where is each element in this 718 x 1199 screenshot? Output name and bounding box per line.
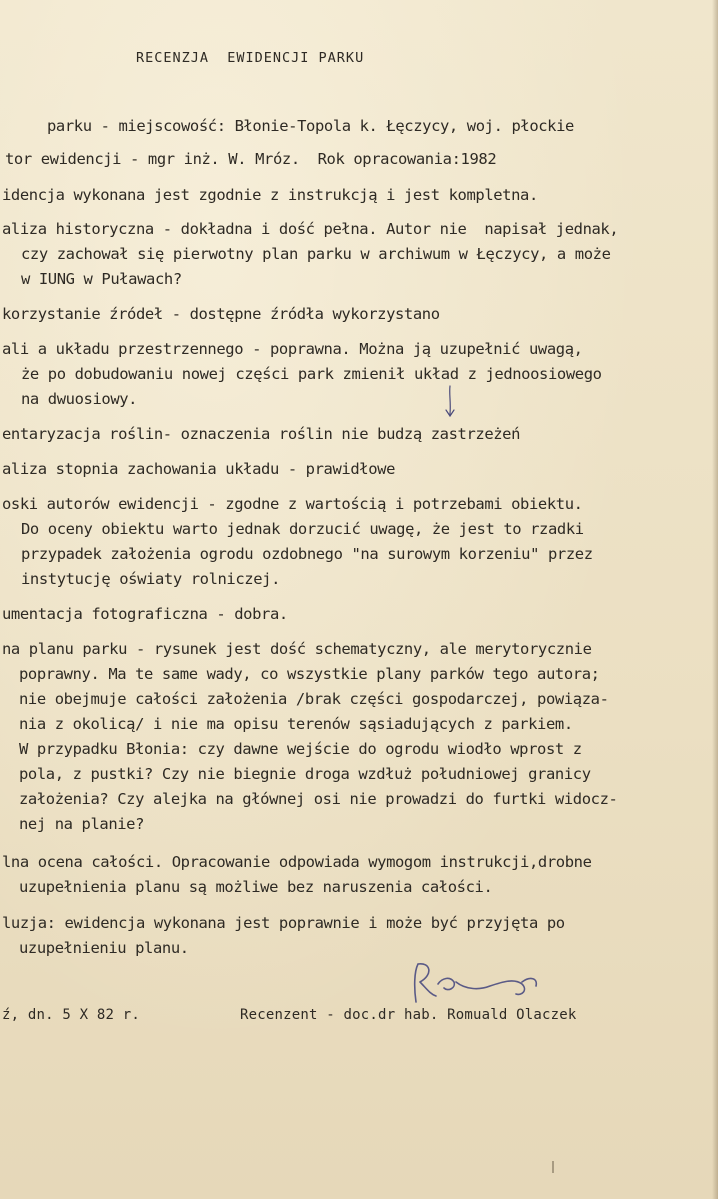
text-line: lna ocena całości. Opracowanie odpowiada wymogom instrukcji,drobne: [2, 853, 592, 871]
text-line: ali a układu przestrzennego - poprawna. Można ją uzupełnić uwagą,: [2, 340, 583, 358]
text-line: poprawny. Ma te same wady, co wszystkie plany parków tego autora;: [19, 665, 600, 683]
text-line: przypadek założenia ogrodu ozdobnego "na surowym korzeniu" przez: [21, 545, 593, 563]
text-line: nej na planie?: [19, 815, 145, 833]
text-line: że po dobudowaniu nowej części park zmienił układ z jednoosiowego: [21, 365, 602, 383]
text-line: Do oceny obiektu warto jednak dorzucić uwagę, że jest to rzadki: [21, 520, 584, 538]
text-line: W przypadku Błonia: czy dawne wejście do ogrodu wiodło wprost z: [19, 740, 582, 758]
text-line: idencja wykonana jest zgodnie z instrukcją i jest kompletna.: [2, 186, 538, 204]
text-line: nie obejmuje całości założenia /brak części gospodarczej, powiąza-: [19, 690, 609, 708]
text-line: aliza stopnia zachowania układu - prawidłowe: [2, 460, 395, 478]
handwritten-mark-icon: [440, 384, 460, 420]
text-line: entaryzacja roślin- oznaczenia roślin nie budzą zastrzeżeń: [2, 425, 521, 443]
reviewer-line: Recenzent - doc.dr hab. Romuald Olaczek: [240, 1007, 577, 1023]
text-line: nia z okolicą/ i nie ma opisu terenów sąsiadujących z parkiem.: [19, 715, 573, 733]
text-line: czy zachował się pierwotny plan parku w archiwum w Łęczycy, a może: [21, 245, 611, 263]
text-line: instytucję oświaty rolniczej.: [21, 570, 281, 588]
text-line: korzystanie źródeł - dostępne źródła wykorzystano: [2, 305, 440, 323]
date-line: ź, dn. 5 X 82 r.: [2, 1007, 141, 1023]
text-line: założenia? Czy alejka na głównej osi nie prowadzi do furtki widocz-: [19, 790, 618, 808]
text-line: parku - miejscowość: Błonie-Topola k. Łęczycy, woj. płockie: [47, 117, 574, 135]
text-line: uzupełnienia planu są możliwe bez naruszenia całości.: [19, 878, 493, 896]
paper-mark-icon: [551, 1160, 555, 1174]
text-line: oski autorów ewidencji - zgodne z wartością i potrzebami obiektu.: [2, 495, 583, 513]
document-title: RECENZJA EWIDENCJI PARKU: [136, 50, 365, 66]
text-line: pola, z pustki? Czy nie biegnie droga wzdłuż południowej granicy: [19, 765, 591, 783]
page-edge-shadow: [712, 0, 718, 1199]
text-line: aliza historyczna - dokładna i dość pełna. Autor nie napisał jednak,: [2, 220, 619, 238]
text-line: umentacja fotograficzna - dobra.: [2, 605, 288, 623]
signature-icon: [410, 960, 550, 1010]
text-line: w IUNG w Puławach?: [21, 270, 182, 288]
text-line: tor ewidencji - mgr inż. W. Mróz. Rok opracowania:1982: [5, 150, 497, 168]
text-line: uzupełnieniu planu.: [19, 939, 189, 957]
text-line: luzja: ewidencja wykonana jest poprawnie i może być przyjęta po: [2, 914, 565, 932]
text-line: na dwuosiowy.: [21, 390, 138, 408]
text-line: na planu parku - rysunek jest dość schematyczny, ale merytorycznie: [2, 640, 592, 658]
